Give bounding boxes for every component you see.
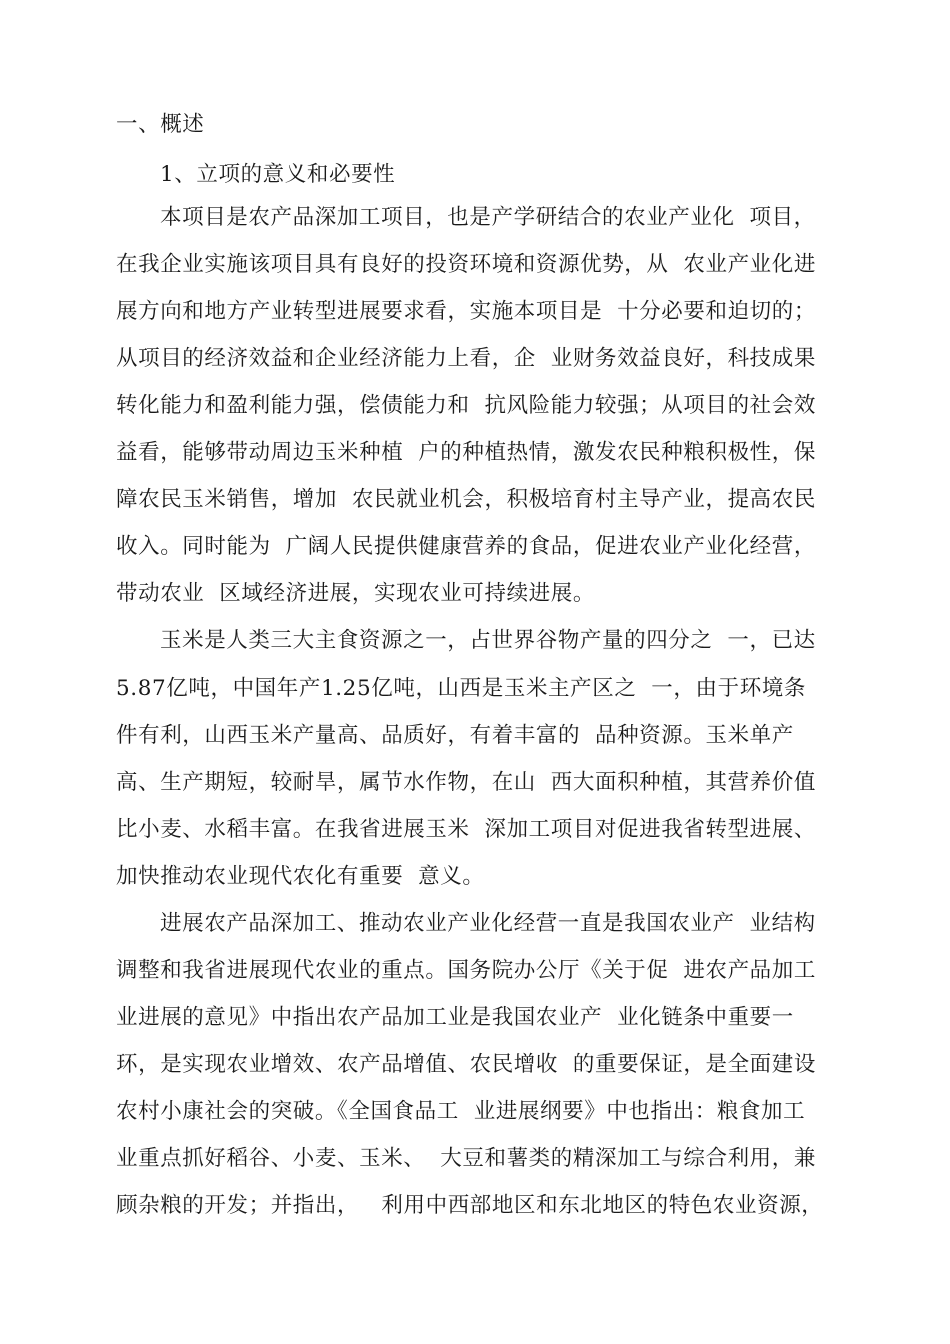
paragraph-line: 本项目是农产品深加工项目，也是产学研结合的农业产业化 项目， (160, 205, 816, 230)
paragraph-line: 高、生产期短，较耐旱，属节水作物，在山 西大面积种植，其营养价值 (116, 770, 816, 795)
subsection-heading: 1、立项的意义和必要性 (160, 162, 396, 187)
paragraph-line: 件有利，山西玉米产量高、品质好，有着丰富的 品种资源。玉米单产 (116, 723, 794, 748)
paragraph-line: 益看，能够带动周边玉米种植 户的种植热情，激发农民种粮积极性，保 (116, 440, 816, 465)
paragraph-line: 加快推动农业现代农化有重要 意义。 (116, 864, 485, 889)
paragraph-line: 业重点抓好稻谷、小麦、玉米、 大豆和薯类的精深加工与综合利用，兼 (116, 1146, 816, 1171)
paragraph-line: 进展农产品深加工、推动农业产业化经营一直是我国农业产 业结构 (160, 911, 816, 936)
section-heading: 一、概述 (116, 112, 205, 137)
paragraph-line: 转化能力和盈利能力强，偿债能力和 抗风险能力较强；从项目的社会效 (116, 393, 816, 418)
paragraph-line: 从项目的经济效益和企业经济能力上看，企 业财务效益良好，科技成果 (116, 346, 816, 371)
paragraph-line: 障农民玉米销售，增加 农民就业机会，积极培育村主导产业，提高农民 (116, 487, 816, 512)
paragraph-line: 调整和我省进展现代农业的重点。国务院办公厅《关于促 进农产品加工 (116, 958, 816, 983)
paragraph-line: 玉米是人类三大主食资源之一，占世界谷物产量的四分之 一，已达 (160, 628, 816, 653)
paragraph-line: 带动农业 区域经济进展，实现农业可持续进展。 (116, 581, 595, 606)
paragraph-line: 环，是实现农业增效、农产品增值、农民增收 的重要保证，是全面建设 (116, 1052, 816, 1077)
paragraph-line: 展方向和地方产业转型进展要求看，实施本项目是 十分必要和迫切的； (116, 299, 816, 324)
paragraph-line: 5.87亿吨，中国年产1.25亿吨，山西是玉米主产区之 一，由于环境条 (116, 676, 807, 701)
paragraph-line: 农村小康社会的突破。《全国食品工 业进展纲要》中也指出：粮食加工 (116, 1099, 806, 1124)
paragraph-line: 比小麦、水稻丰富。在我省进展玉米 深加工项目对促进我省转型进展、 (116, 817, 816, 842)
paragraph-line: 在我企业实施该项目具有良好的投资环境和资源优势，从 农业产业化进 (116, 252, 816, 277)
paragraph-line: 顾杂粮的开发；并指出， 利用中西部地区和东北地区的特色农业资源， (116, 1193, 824, 1218)
paragraph-line: 业进展的意见》中指出农产品加工业是我国农业产 业化链条中重要一 (116, 1005, 794, 1030)
paragraph-line: 收入。同时能为 广阔人民提供健康营养的食品，促进农业产业化经营， (116, 534, 816, 559)
